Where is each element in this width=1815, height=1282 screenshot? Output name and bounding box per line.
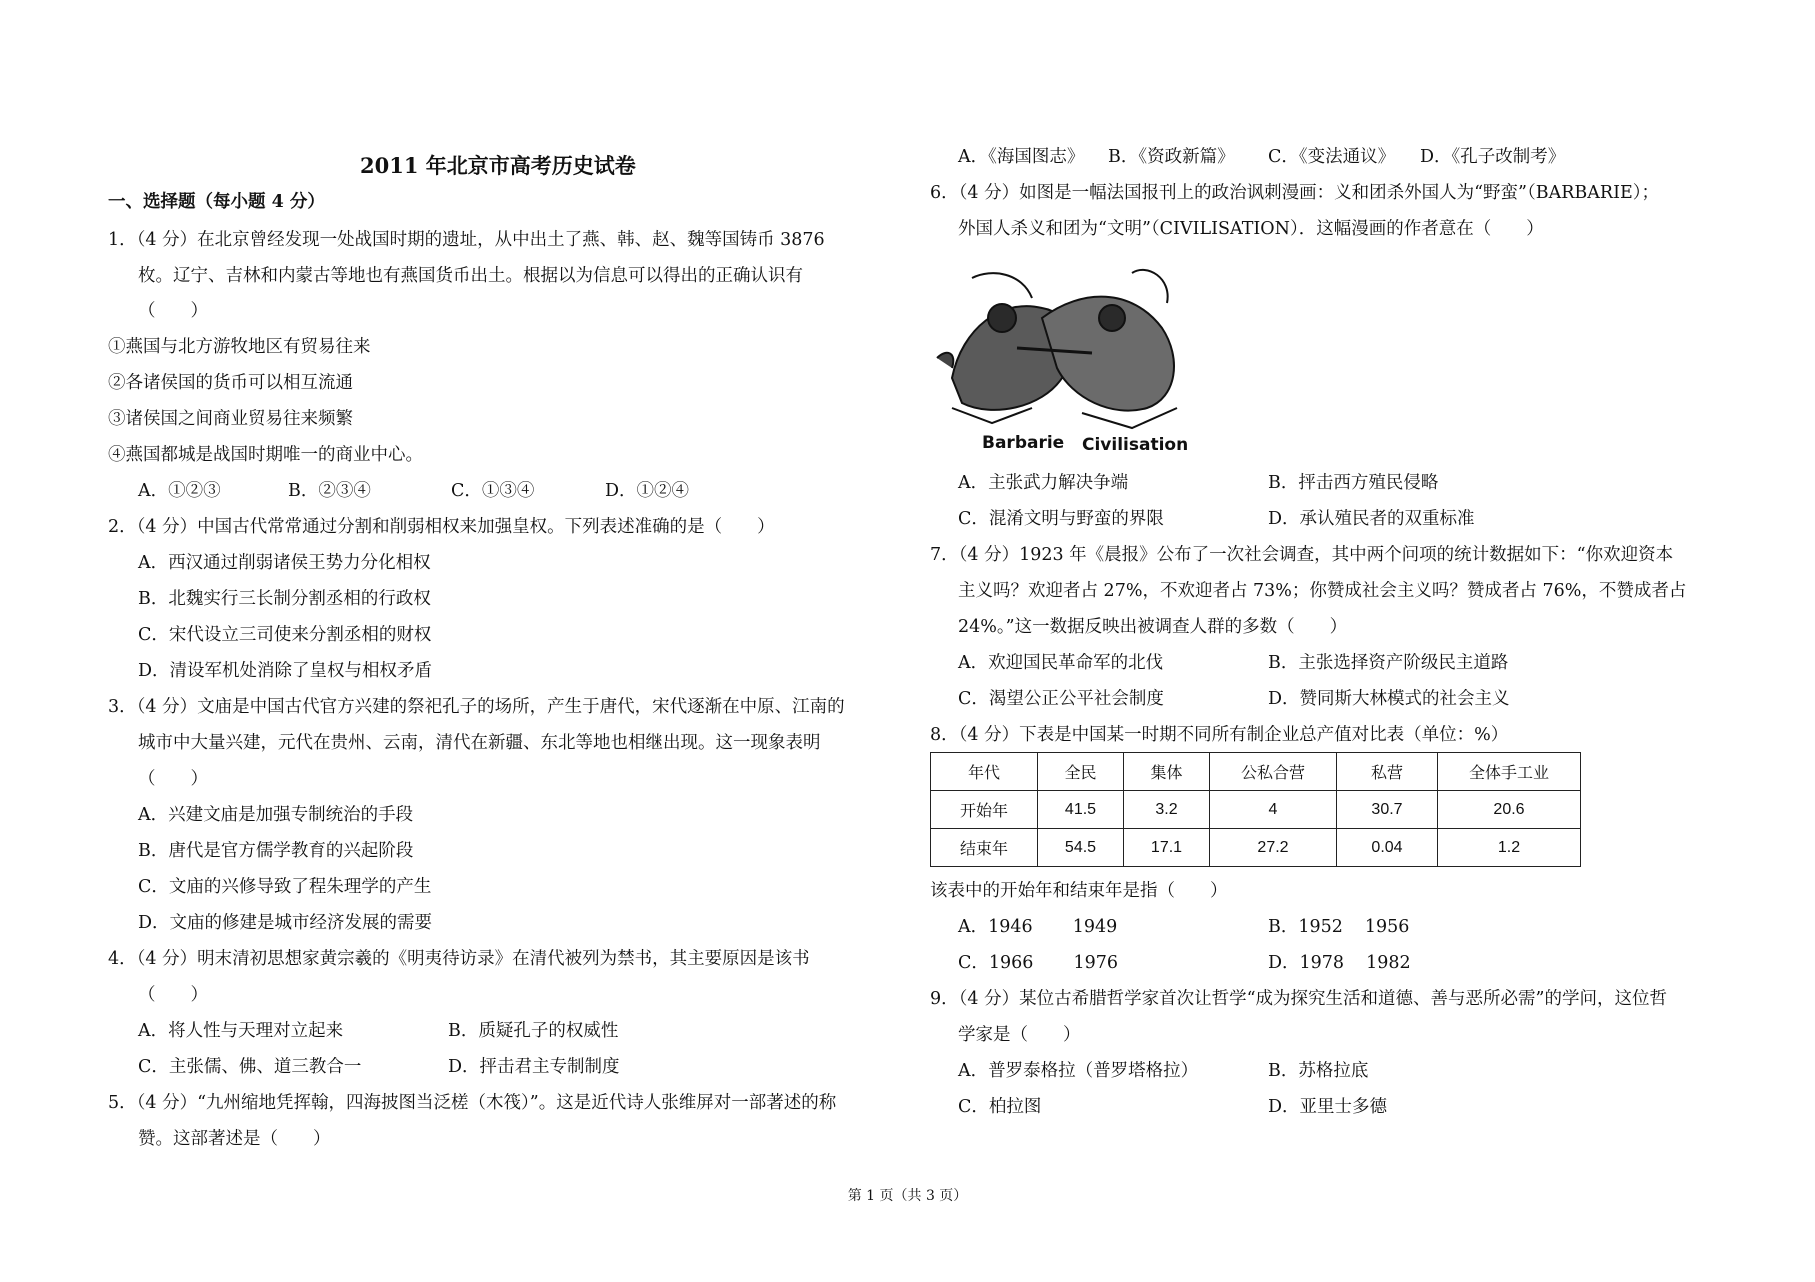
q5-option-c: C．《变法通议》 [1268, 147, 1396, 167]
q7-option-a: A．欢迎国民革命军的北伐 [958, 653, 1164, 673]
q3-line-1: 3．（4 分）文庙是中国古代官方兴建的祭祀孔子的场所，产生于唐代，宋代逐渐在中原、江南的 [108, 697, 845, 717]
table-header-cell: 全体手工业 [1438, 753, 1581, 791]
q7-line-3: 24%。”这一数据反映出被调查人群的多数（ ） [958, 617, 1348, 637]
page-footer: 第 1 页（共 3 页） [847, 1188, 968, 1204]
q4-line-1: 4．（4 分）明末清初思想家黄宗羲的《明夷待访录》在清代被列为禁书，其主要原因是该书 [108, 949, 810, 969]
q3-option-a: A．兴建文庙是加强专制统治的手段 [138, 805, 414, 825]
table-cell: 结束年 [931, 829, 1038, 867]
q6-line-2: 外国人杀义和团为“文明”（CIVILISATION）．这幅漫画的作者意在（ ） [958, 219, 1544, 239]
q3-line-3: （ ） [138, 769, 208, 789]
table-row [931, 829, 1581, 867]
q8-option-d-label: D．1978 [1268, 953, 1345, 973]
table-cell: 3.2 [1124, 791, 1210, 829]
q8-option-b-label: B．1952 [1268, 917, 1343, 937]
exam-title: 2011 年北京市高考历史试卷 [360, 153, 636, 178]
q8-option-d-value: 1982 [1366, 953, 1411, 973]
q2-option-d: D．清设军机处消除了皇权与相权矛盾 [138, 661, 433, 681]
q8-option-b [1268, 916, 1409, 938]
q4-option-d: D．抨击君主专制制度 [448, 1057, 620, 1077]
q4-option-a: A．将人性与天理对立起来 [138, 1021, 344, 1041]
table-cell: 41.5 [1038, 791, 1124, 829]
q9-option-a: A．普罗泰格拉（普罗塔格拉） [958, 1061, 1199, 1081]
table-cell: 20.6 [1438, 791, 1581, 829]
enterprise-output-table [930, 752, 1581, 867]
q3-option-c: C．文庙的兴修导致了程朱理学的产生 [138, 877, 432, 897]
q9-line-1: 9．（4 分）某位古希腊哲学家首次让哲学“成为探究生活和道德、善与恶所必需”的学问，这位哲 [930, 989, 1667, 1009]
q1-option-b: B．②③④ [288, 481, 371, 501]
q1-option-a: A．①②③ [138, 481, 221, 501]
q8-option-c-value: 1976 [1073, 953, 1118, 973]
q6-option-d: D．承认殖民者的双重标准 [1268, 509, 1475, 529]
q7-option-c: C．渴望公正公平社会制度 [958, 689, 1164, 709]
table-cell: 30.7 [1337, 791, 1438, 829]
q3-option-d: D．文庙的修建是城市经济发展的需要 [138, 913, 433, 933]
table-cell: 4 [1210, 791, 1337, 829]
q1-item-1: ①燕国与北方游牧地区有贸易往来 [108, 337, 371, 357]
q8-option-c [958, 952, 1118, 974]
q9-option-d: D．亚里士多德 [1268, 1097, 1388, 1117]
q7-line-1: 7．（4 分）1923 年《晨报》公布了一次社会调查，其中两个问项的统计数据如下：“你欢迎资本 [930, 545, 1674, 565]
q8-option-b-value: 1956 [1364, 917, 1410, 937]
q1-item-2: ②各诸侯国的货币可以相互流通 [108, 373, 353, 393]
cartoon-label-civilisation: Civilisation [1082, 435, 1189, 455]
q9-option-b: B．苏格拉底 [1268, 1061, 1369, 1081]
q8-line-1: 8．（4 分）下表是中国某一时期不同所有制企业总产值对比表（单位：%） [930, 725, 1509, 745]
q6-option-b: B．抨击西方殖民侵略 [1268, 473, 1439, 493]
q8-option-d [1268, 952, 1411, 974]
political-cartoon [932, 258, 1194, 458]
q3-line-2: 城市中大量兴建，元代在贵州、云南，清代在新疆、东北等地也相继出现。这一现象表明 [138, 733, 821, 753]
q3-option-b: B．唐代是官方儒学教育的兴起阶段 [138, 841, 414, 861]
q6-option-c: C．混淆文明与野蛮的界限 [958, 509, 1164, 529]
table-row [931, 791, 1581, 829]
q9-option-c: C．柏拉图 [958, 1097, 1042, 1117]
table-cell: 0.04 [1337, 829, 1438, 867]
q7-option-d: D．赞同斯大林模式的社会主义 [1268, 689, 1510, 709]
q8-option-a-value: 1949 [1072, 917, 1118, 937]
table-header-cell: 私营 [1337, 753, 1438, 791]
q1-item-3: ③诸侯国之间商业贸易往来频繁 [108, 409, 353, 429]
q5-option-d: D．《孔子改制考》 [1420, 147, 1566, 167]
section-heading: 一、选择题（每小题 4 分） [108, 192, 325, 212]
q4-option-b: B．质疑孔子的权威性 [448, 1021, 619, 1041]
table-header-cell: 年代 [931, 753, 1038, 791]
table-header-cell: 集体 [1124, 753, 1210, 791]
table-header-cell: 全民 [1038, 753, 1124, 791]
table-cell: 54.5 [1038, 829, 1124, 867]
q7-option-b: B．主张选择资产阶级民主道路 [1268, 653, 1509, 673]
q1-line-3: （ ） [138, 301, 208, 321]
q8-option-a [958, 916, 1117, 938]
table-cell: 27.2 [1210, 829, 1337, 867]
q6-option-a: A．主张武力解决争端 [958, 473, 1129, 493]
q5-option-b: B．《资政新篇》 [1108, 147, 1235, 167]
q1-item-4: ④燕国都城是战国时期唯一的商业中心。 [108, 445, 423, 465]
q1-option-c: C．①③④ [451, 481, 535, 501]
q2-option-a: A．西汉通过削弱诸侯王势力分化相权 [138, 553, 431, 573]
q9-line-2: 学家是（ ） [958, 1025, 1081, 1045]
q5-line-1: 5．（4 分）“九州缩地凭挥翰，四海披图当泛槎（木筏）”。这是近代诗人张维屏对一部著述的称 [108, 1093, 837, 1113]
q6-line-1: 6．（4 分）如图是一幅法国报刊上的政治讽刺漫画：义和团杀外国人为“野蛮”（BARBARIE）； [930, 183, 1660, 203]
table-cell: 17.1 [1124, 829, 1210, 867]
q8-after-table: 该表中的开始年和结束年是指（ ） [930, 881, 1228, 901]
cartoon-illustration [932, 258, 1194, 458]
q4-option-c: C．主张儒、佛、道三教合一 [138, 1057, 362, 1077]
table-header-cell: 公私合营 [1210, 753, 1337, 791]
q8-option-c-label: C．1966 [958, 953, 1034, 973]
q8-option-a-label: A．1946 [958, 917, 1033, 937]
table-header-row [931, 753, 1581, 791]
q1-line-2: 枚。辽宁、吉林和内蒙古等地也有燕国货币出土。根据以为信息可以得出的正确认识有 [138, 266, 803, 286]
q4-line-2: （ ） [138, 985, 208, 1005]
table-cell: 1.2 [1438, 829, 1581, 867]
q1-line-1: 1．（4 分）在北京曾经发现一处战国时期的遗址，从中出土了燕、韩、赵、魏等国铸币 3876 [108, 230, 825, 250]
q2-option-c: C．宋代设立三司使来分割丞相的财权 [138, 625, 432, 645]
table-cell: 开始年 [931, 791, 1038, 829]
q2-option-b: B．北魏实行三长制分割丞相的行政权 [138, 589, 431, 609]
cartoon-label-barbarie: Barbarie [982, 433, 1065, 453]
q2-line-1: 2．（4 分）中国古代常常通过分割和削弱相权来加强皇权。下列表述准确的是（ ） [108, 517, 775, 537]
q5-line-2: 赞。这部著述是（ ） [138, 1129, 331, 1149]
q5-option-a: A．《海国图志》 [958, 147, 1085, 167]
q1-option-d: D．①②④ [605, 481, 690, 501]
q7-line-2: 主义吗？欢迎者占 27%，不欢迎者占 73%；你赞成社会主义吗？赞成者占 76%，不赞成者占 [958, 581, 1687, 601]
